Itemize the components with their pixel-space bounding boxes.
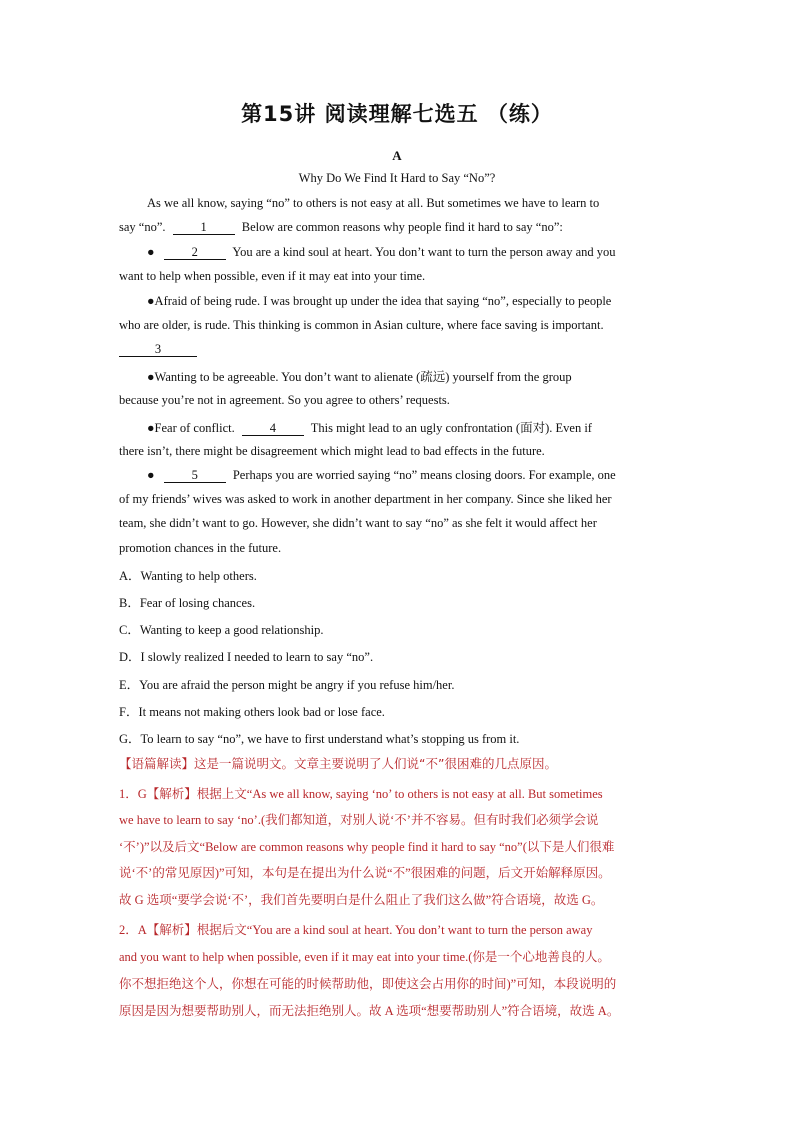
option-a[interactable]: A．Wanting to help others. [119,569,257,583]
option-e[interactable]: E．You are afraid the person might be angry if you refuse him/her. [119,678,455,692]
analysis-text: 这是一篇说明文。文章主要说明了人们说“不”很困难的几点原因。 [194,756,557,771]
intro-text-b: Below are common reasons why people find it hard to say “no”: [241,220,563,234]
bullet-line-5 [147,468,616,483]
option-g[interactable]: G．To learn to say “no”, we have to first understand what’s stopping us from it. [119,732,520,746]
intro-line-2 [119,220,563,235]
para4-line-2: because you’re not in agreement. So you agree to others’ requests. [119,393,450,407]
analysis-heading: 【语篇解读】 [119,756,195,771]
answer1-line-2: we have to learn to say ‘no’.(我们都知道，对别人说‘不’并不容易。但有时我们必须学会说 [119,813,599,827]
blank-1[interactable]: 1 [173,220,235,235]
para5-line-2: there isn’t, there might be disagreement which might lead to bad effects in the future. [119,444,545,458]
answer2-line-1: 2．A【解析】根据后文“You are a kind soul at heart. You don’t want to turn the person away [119,923,593,937]
para5-text-a: ●Fear of conflict. [147,421,235,435]
answer2-line-2: and you want to help when possible, even if it may eat into your time.(你是一个心地善良的人。 [119,950,610,964]
intro-line-1: As we all know, saying “no” to others is not easy at all. But sometimes we have to learn to [147,196,600,210]
para2-line-1: You are a kind soul at heart. You don’t want to turn the person away and you [232,245,616,259]
blank-5[interactable]: 5 [164,468,226,483]
para6-line-1: Perhaps you are worried saying “no” means closing doors. For example, one [232,468,616,482]
para2-line-2: want to help when possible, even if it may eat into your time. [119,269,426,283]
passage-title: Why Do We Find It Hard to Say “No”? [298,171,496,185]
blank-2[interactable]: 2 [164,245,226,260]
option-d[interactable]: D．I slowly realized I needed to learn to say “no”. [119,650,374,664]
blank-3-line [119,342,197,357]
blank-3[interactable]: 3 [119,342,197,357]
para6-line-3: team, she didn’t want to go. However, she didn’t want to say “no” as she felt it would affect her [119,516,597,530]
option-f[interactable]: F．It means not making others look bad or lose face. [119,705,385,719]
para3-line-2: who are older, is rude. This thinking is common in Asian culture, where face saving is important. [119,318,604,332]
intro-text-a: say “no”. [119,220,166,234]
passage-analysis [119,754,557,772]
answer1-line-1: 1．G【解析】根据上文“As we all know, saying ‘no’ to others is not easy at all. But sometimes [119,787,603,801]
blank-4[interactable]: 4 [242,421,304,436]
para6-line-2: of my friends’ wives was asked to work in another department in her company. Since she liked her [119,492,612,506]
bullet-line-2 [147,245,616,260]
answer2-line-4: 原因是因为想要帮助别人，而无法拒绝别人。故 A 选项“想要帮助别人”符合语境，故选 A。 [119,1004,620,1018]
answer1-line-4: 说‘不’的常见原因)”可知，本句是在提出为什么说“不”很困难的问题，后文开始解释原因。 [119,866,611,880]
option-b[interactable]: B．Fear of losing chances. [119,596,256,610]
answer1-line-5: 故 G 选项“要学会说‘不’，我们首先要明白是什么阻止了我们这么做”符合语境，故选 G。 [119,893,604,907]
para5-text-b: This might lead to an ugly confrontation (面对). Even if [310,421,592,435]
bullet-icon: ● [147,468,155,482]
answer2-line-3: 你不想拒绝这个人，你想在可能的时候帮助他，即使这会占用你的时间)”可知，本段说明的 [119,977,617,991]
page-title: 第15讲 阅读理解七选五 （练） [241,102,553,126]
para6-line-4: promotion chances in the future. [119,541,282,555]
answer1-line-3: ‘不’)”以及后文“Below are common reasons why people find it hard to say “no”(以下是人们很难 [119,840,615,854]
para3-line-1: ●Afraid of being rude. I was brought up under the idea that saying “no”, especially to people [147,294,612,308]
bullet-icon: ● [147,245,155,259]
para5-line-1 [147,418,592,436]
section-letter: A [392,148,402,163]
option-c[interactable]: C．Wanting to keep a good relationship. [119,623,324,637]
para4-line-1: ●Wanting to be agreeable. You don’t want to alienate (疏远) yourself from the group [147,370,572,384]
